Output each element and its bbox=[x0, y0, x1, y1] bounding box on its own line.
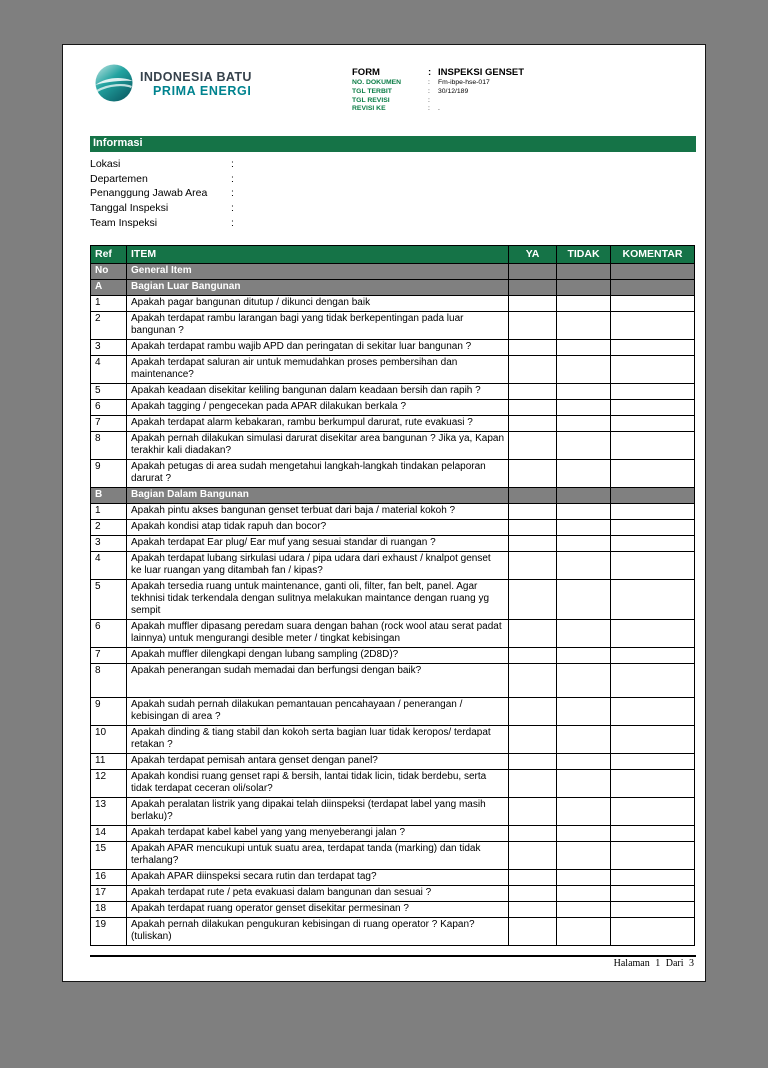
komentar-cell bbox=[611, 296, 695, 312]
section-header-row bbox=[91, 488, 695, 504]
tidak-cell bbox=[557, 340, 611, 356]
ref-cell: 8 bbox=[91, 432, 127, 460]
tidak-cell bbox=[557, 918, 611, 946]
komentar-cell bbox=[611, 504, 695, 520]
ya-cell bbox=[509, 280, 557, 296]
item-cell: Apakah terdapat ruang operator genset disekitar permesinan ? bbox=[127, 902, 509, 918]
doc-meta-row bbox=[352, 105, 524, 114]
ref-cell: 4 bbox=[91, 552, 127, 580]
ya-cell bbox=[509, 552, 557, 580]
ref-cell: 3 bbox=[91, 340, 127, 356]
ref-cell: No bbox=[91, 264, 127, 280]
item-cell: Apakah terdapat Ear plug/ Ear muf yang sesuai standar di ruangan ? bbox=[127, 536, 509, 552]
info-field-label: Penanggung Jawab Area bbox=[90, 187, 208, 200]
checklist-row bbox=[91, 356, 695, 384]
doc-meta-colon: : bbox=[428, 67, 432, 78]
komentar-cell bbox=[611, 264, 695, 280]
item-cell: Apakah terdapat alarm kebakaran, rambu berkumpul darurat, rute evakuasi ? bbox=[127, 416, 509, 432]
komentar-cell bbox=[611, 520, 695, 536]
page-footer bbox=[90, 955, 696, 969]
ya-cell bbox=[509, 770, 557, 798]
info-field-value bbox=[241, 217, 696, 232]
tidak-cell bbox=[557, 356, 611, 384]
checklist-row bbox=[91, 726, 695, 754]
komentar-cell bbox=[611, 356, 695, 384]
ya-cell bbox=[509, 312, 557, 340]
komentar-cell bbox=[611, 754, 695, 770]
ya-cell bbox=[509, 400, 557, 416]
info-field-colon: : bbox=[231, 158, 234, 170]
ref-cell: 2 bbox=[91, 312, 127, 340]
info-field-value bbox=[241, 158, 696, 173]
item-cell: Apakah penerangan sudah memadai dan berfungsi dengan baik? bbox=[127, 664, 509, 698]
item-cell: Bagian Luar Bangunan bbox=[127, 280, 509, 296]
komentar-cell bbox=[611, 826, 695, 842]
komentar-cell bbox=[611, 580, 695, 620]
ref-cell: 18 bbox=[91, 902, 127, 918]
tidak-cell bbox=[557, 432, 611, 460]
checklist-row bbox=[91, 870, 695, 886]
item-cell: Apakah peralatan listrik yang dipakai telah diinspeksi (terdapat label yang masih berlaku)? bbox=[127, 798, 509, 826]
doc-meta-colon: : bbox=[428, 96, 430, 104]
item-cell: Apakah terdapat kabel kabel yang yang menyeberangi jalan ? bbox=[127, 826, 509, 842]
komentar-cell bbox=[611, 918, 695, 946]
item-cell: Apakah terdapat rambu wajib APD dan peringatan di sekitar luar bangunan ? bbox=[127, 340, 509, 356]
doc-meta-label: REVISI KE bbox=[352, 105, 386, 113]
doc-meta-row bbox=[352, 67, 524, 79]
ref-cell: 6 bbox=[91, 400, 127, 416]
checklist-row bbox=[91, 580, 695, 620]
ref-cell: 6 bbox=[91, 620, 127, 648]
komentar-cell bbox=[611, 280, 695, 296]
komentar-cell bbox=[611, 698, 695, 726]
ref-cell: 9 bbox=[91, 460, 127, 488]
item-cell: Apakah pernah dilakukan pengukuran kebisingan di ruang operator ? Kapan? (tuliskan) bbox=[127, 918, 509, 946]
ya-cell bbox=[509, 460, 557, 488]
info-field-label: Departemen bbox=[90, 172, 148, 185]
column-header-tidak: TIDAK bbox=[557, 246, 611, 264]
info-field-colon: : bbox=[231, 216, 234, 229]
ref-cell: 15 bbox=[91, 842, 127, 870]
item-cell: Apakah dinding & tiang stabil dan kokoh serta bagian luar tidak keropos/ terdapat retakan ? bbox=[127, 726, 509, 754]
informasi-section-title: Informasi bbox=[90, 136, 696, 152]
ya-cell bbox=[509, 826, 557, 842]
info-field-row bbox=[90, 202, 696, 217]
ya-cell bbox=[509, 432, 557, 460]
item-cell: Apakah terdapat saluran air untuk memudahkan proses pembersihan dan maintenance? bbox=[127, 356, 509, 384]
doc-meta-row bbox=[352, 88, 524, 97]
komentar-cell bbox=[611, 432, 695, 460]
item-cell: Apakah terdapat pemisah antara genset dengan panel? bbox=[127, 754, 509, 770]
ya-cell bbox=[509, 296, 557, 312]
ya-cell bbox=[509, 902, 557, 918]
ya-cell bbox=[509, 648, 557, 664]
ya-cell bbox=[509, 416, 557, 432]
company-name-line1: INDONESIA BATU bbox=[140, 70, 252, 84]
tidak-cell bbox=[557, 296, 611, 312]
item-cell: Apakah muffler dipasang peredam suara dengan bahan (rock wool atau serat padat lainnya) untuk mengurangi desible meter / tingkat kebisingan bbox=[127, 620, 509, 648]
ref-cell: 8 bbox=[91, 664, 127, 698]
ref-cell: 2 bbox=[91, 520, 127, 536]
checklist-row bbox=[91, 296, 695, 312]
komentar-cell bbox=[611, 552, 695, 580]
ya-cell bbox=[509, 536, 557, 552]
item-cell: Apakah tagging / pengecekan pada APAR dilakukan berkala ? bbox=[127, 400, 509, 416]
item-cell: Apakah terdapat rute / peta evakuasi dalam bangunan dan sesuai ? bbox=[127, 886, 509, 902]
tidak-cell bbox=[557, 400, 611, 416]
checklist-row bbox=[91, 432, 695, 460]
tidak-cell bbox=[557, 726, 611, 754]
company-name bbox=[140, 68, 252, 98]
ya-cell bbox=[509, 842, 557, 870]
ref-cell: 13 bbox=[91, 798, 127, 826]
komentar-cell bbox=[611, 340, 695, 356]
checklist-row bbox=[91, 416, 695, 432]
tidak-cell bbox=[557, 886, 611, 902]
info-field-colon: : bbox=[231, 202, 234, 215]
tidak-cell bbox=[557, 770, 611, 798]
item-cell: Apakah tersedia ruang untuk maintenance, ganti oli, filter, fan belt, panel. Agar tekhnisi tidak terkendala dengan sulitnya melakukan maintance dengan ruang yg sempit bbox=[127, 580, 509, 620]
item-cell: Apakah pintu akses bangunan genset terbuat dari baja / material kokoh ? bbox=[127, 504, 509, 520]
informasi-fields bbox=[90, 158, 696, 231]
item-cell: Apakah APAR diinspeksi secara rutin dan terdapat tag? bbox=[127, 870, 509, 886]
info-field-label: Tanggal Inspeksi bbox=[90, 202, 169, 215]
item-cell: Apakah sudah pernah dilakukan pemantauan pencahayaan / penerangan / kebisingan di area ? bbox=[127, 698, 509, 726]
komentar-cell bbox=[611, 726, 695, 754]
komentar-cell bbox=[611, 460, 695, 488]
doc-meta-colon: : bbox=[428, 105, 430, 113]
tidak-cell bbox=[557, 504, 611, 520]
info-field-label: Lokasi bbox=[90, 158, 121, 170]
ref-cell: 1 bbox=[91, 504, 127, 520]
doc-meta-label: NO. DOKUMEN bbox=[352, 79, 402, 86]
checklist-row bbox=[91, 918, 695, 946]
column-header-item: ITEM bbox=[127, 246, 509, 264]
ref-cell: 3 bbox=[91, 536, 127, 552]
item-cell: Apakah muffler dilengkapi dengan lubang sampling (2D8D)? bbox=[127, 648, 509, 664]
info-field-value bbox=[241, 173, 696, 188]
ref-cell: 9 bbox=[91, 698, 127, 726]
tidak-cell bbox=[557, 280, 611, 296]
checklist-row bbox=[91, 826, 695, 842]
footer-total-pages: 3 bbox=[689, 958, 694, 970]
item-cell: Apakah pagar bangunan ditutup / dikunci dengan baik bbox=[127, 296, 509, 312]
checklist-row bbox=[91, 770, 695, 798]
info-field-colon: : bbox=[231, 187, 234, 200]
info-field-value bbox=[241, 187, 696, 202]
checklist-row bbox=[91, 902, 695, 918]
item-cell: Bagian Dalam Bangunan bbox=[127, 488, 509, 504]
ref-cell: 5 bbox=[91, 580, 127, 620]
checklist-row bbox=[91, 620, 695, 648]
checklist-row bbox=[91, 312, 695, 340]
ya-cell bbox=[509, 726, 557, 754]
komentar-cell bbox=[611, 770, 695, 798]
item-cell: Apakah kondisi ruang genset rapi & bersih, lantai tidak licin, tidak berdebu, serta tidak terdapat ceceran oli/solar? bbox=[127, 770, 509, 798]
tidak-cell bbox=[557, 698, 611, 726]
ref-cell: 7 bbox=[91, 648, 127, 664]
column-header-komentar: KOMENTAR bbox=[611, 246, 695, 264]
komentar-cell bbox=[611, 400, 695, 416]
checklist-row bbox=[91, 842, 695, 870]
doc-meta-label: FORM bbox=[352, 67, 380, 78]
tidak-cell bbox=[557, 552, 611, 580]
info-field-row bbox=[90, 217, 696, 232]
tidak-cell bbox=[557, 264, 611, 280]
ya-cell bbox=[509, 340, 557, 356]
ya-cell bbox=[509, 504, 557, 520]
item-cell: Apakah APAR mencukupi untuk suatu area, terdapat tanda (marking) dan tidak terhalang? bbox=[127, 842, 509, 870]
checklist-row bbox=[91, 648, 695, 664]
doc-meta-colon: : bbox=[428, 87, 430, 95]
komentar-cell bbox=[611, 536, 695, 552]
info-field-row bbox=[90, 187, 696, 202]
table-header-row bbox=[91, 246, 695, 264]
ya-cell bbox=[509, 886, 557, 902]
doc-meta-value: . bbox=[438, 105, 440, 113]
company-name-line2: PRIMA ENERGI bbox=[153, 84, 252, 98]
komentar-cell bbox=[611, 902, 695, 918]
komentar-cell bbox=[611, 648, 695, 664]
tidak-cell bbox=[557, 664, 611, 698]
tidak-cell bbox=[557, 842, 611, 870]
info-field-colon: : bbox=[231, 172, 234, 185]
ya-cell bbox=[509, 698, 557, 726]
section-header-row bbox=[91, 280, 695, 296]
doc-meta-colon: : bbox=[428, 79, 430, 86]
checklist-row bbox=[91, 698, 695, 726]
document-page bbox=[62, 44, 706, 982]
doc-meta-value: Fm-ibpe-hse-017 bbox=[438, 79, 490, 86]
ya-cell bbox=[509, 384, 557, 400]
komentar-cell bbox=[611, 312, 695, 340]
ya-cell bbox=[509, 580, 557, 620]
tidak-cell bbox=[557, 620, 611, 648]
ref-cell: 12 bbox=[91, 770, 127, 798]
tidak-cell bbox=[557, 520, 611, 536]
ya-cell bbox=[509, 664, 557, 698]
footer-page-label: Halaman bbox=[613, 958, 650, 970]
tidak-cell bbox=[557, 870, 611, 886]
item-cell: Apakah terdapat lubang sirkulasi udara / pipa udara dari exhaust / knalpot genset ke luar ruangan yang ditambah fan / kipas? bbox=[127, 552, 509, 580]
komentar-cell bbox=[611, 384, 695, 400]
komentar-cell bbox=[611, 886, 695, 902]
ref-cell: 11 bbox=[91, 754, 127, 770]
komentar-cell bbox=[611, 664, 695, 698]
checklist-row bbox=[91, 754, 695, 770]
doc-meta-value: INSPEKSI GENSET bbox=[438, 67, 525, 78]
inspection-checklist-table bbox=[90, 245, 695, 946]
ya-cell bbox=[509, 620, 557, 648]
ya-cell bbox=[509, 918, 557, 946]
doc-meta-label: TGL REVISI bbox=[352, 96, 390, 104]
checklist-row bbox=[91, 504, 695, 520]
ya-cell bbox=[509, 520, 557, 536]
company-logo bbox=[95, 64, 252, 102]
info-field-value bbox=[241, 202, 696, 217]
checklist-row bbox=[91, 460, 695, 488]
doc-meta-row bbox=[352, 97, 524, 106]
checklist-row bbox=[91, 340, 695, 356]
ref-cell: 5 bbox=[91, 384, 127, 400]
tidak-cell bbox=[557, 648, 611, 664]
ya-cell bbox=[509, 356, 557, 384]
ref-cell: A bbox=[91, 280, 127, 296]
ya-cell bbox=[509, 798, 557, 826]
tidak-cell bbox=[557, 460, 611, 488]
doc-meta-row bbox=[352, 79, 524, 88]
checklist-row bbox=[91, 536, 695, 552]
tidak-cell bbox=[557, 798, 611, 826]
item-cell: Apakah keadaan disekitar keliling bangunan dalam keadaan bersih dan rapih ? bbox=[127, 384, 509, 400]
info-field-row bbox=[90, 173, 696, 188]
checklist-row bbox=[91, 798, 695, 826]
tidak-cell bbox=[557, 902, 611, 918]
checklist-row bbox=[91, 664, 695, 698]
item-cell: Apakah pernah dilakukan simulasi darurat disekitar area bangunan ? Jika ya, Kapan terakhir kali diadakan? bbox=[127, 432, 509, 460]
komentar-cell bbox=[611, 620, 695, 648]
column-header-ya: YA bbox=[509, 246, 557, 264]
column-header-ref: Ref bbox=[91, 246, 127, 264]
footer-of-label: Dari bbox=[665, 958, 684, 970]
ref-cell: 17 bbox=[91, 886, 127, 902]
checklist-row bbox=[91, 520, 695, 536]
checklist-row bbox=[91, 886, 695, 902]
komentar-cell bbox=[611, 488, 695, 504]
ref-cell: 1 bbox=[91, 296, 127, 312]
ref-cell: 16 bbox=[91, 870, 127, 886]
komentar-cell bbox=[611, 842, 695, 870]
ref-cell: 10 bbox=[91, 726, 127, 754]
komentar-cell bbox=[611, 798, 695, 826]
tidak-cell bbox=[557, 536, 611, 552]
checklist-row bbox=[91, 552, 695, 580]
company-logo-icon bbox=[95, 64, 133, 102]
checklist-row bbox=[91, 384, 695, 400]
tidak-cell bbox=[557, 384, 611, 400]
komentar-cell bbox=[611, 416, 695, 432]
ya-cell bbox=[509, 870, 557, 886]
info-field-row bbox=[90, 158, 696, 173]
item-cell: Apakah petugas di area sudah mengetahui langkah-langkah tindakan pelaporan darurat ? bbox=[127, 460, 509, 488]
item-cell: Apakah kondisi atap tidak rapuh dan bocor? bbox=[127, 520, 509, 536]
tidak-cell bbox=[557, 580, 611, 620]
item-cell: Apakah terdapat rambu larangan bagi yang tidak berkepentingan pada luar bangunan ? bbox=[127, 312, 509, 340]
komentar-cell bbox=[611, 870, 695, 886]
info-field-label: Team Inspeksi bbox=[90, 216, 158, 229]
ya-cell bbox=[509, 264, 557, 280]
ref-cell: B bbox=[91, 488, 127, 504]
tidak-cell bbox=[557, 312, 611, 340]
ref-cell: 4 bbox=[91, 356, 127, 384]
footer-page-number: 1 bbox=[655, 958, 661, 970]
tidak-cell bbox=[557, 826, 611, 842]
ref-cell: 14 bbox=[91, 826, 127, 842]
doc-meta-label: TGL TERBIT bbox=[352, 87, 392, 95]
document-header bbox=[90, 45, 696, 136]
tidak-cell bbox=[557, 416, 611, 432]
ref-cell: 19 bbox=[91, 918, 127, 946]
item-cell: General Item bbox=[127, 264, 509, 280]
document-meta-block bbox=[352, 67, 524, 114]
section-header-row bbox=[91, 264, 695, 280]
ref-cell: 7 bbox=[91, 416, 127, 432]
tidak-cell bbox=[557, 488, 611, 504]
checklist-row bbox=[91, 400, 695, 416]
tidak-cell bbox=[557, 754, 611, 770]
doc-meta-value: 30/12/189 bbox=[438, 87, 469, 95]
ya-cell bbox=[509, 754, 557, 770]
ya-cell bbox=[509, 488, 557, 504]
